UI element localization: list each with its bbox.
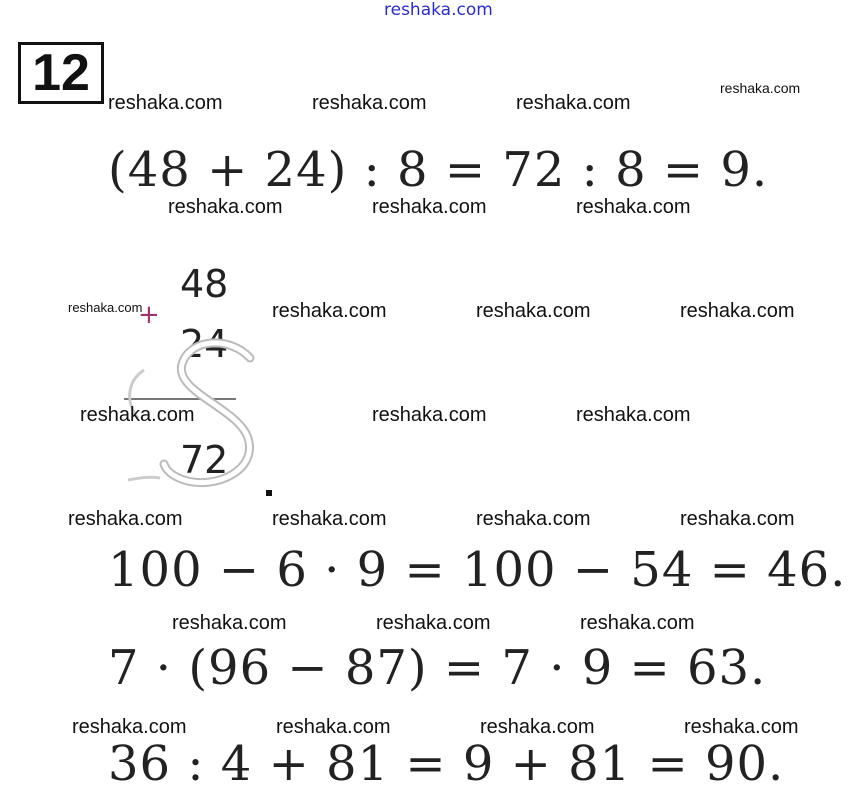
watermark: reshaka.com (684, 716, 799, 738)
watermark: reshaka.com (372, 196, 487, 218)
watermark: reshaka.com (172, 612, 287, 634)
equation-3: 7 · (96 − 87) = 7 · 9 = 63. (108, 640, 767, 696)
watermark: reshaka.com (576, 196, 691, 218)
watermark: reshaka.com (168, 196, 283, 218)
watermark: reshaka.com (680, 508, 795, 530)
watermark: reshaka.com (72, 716, 187, 738)
watermark: reshaka.com (68, 300, 143, 315)
equation-4: 36 : 4 + 81 = 9 + 81 = 90. (108, 736, 785, 792)
watermark: reshaka.com (480, 716, 595, 738)
plus-sign: + (138, 300, 160, 330)
equation-1: (48 + 24) : 8 = 72 : 8 = 9. (108, 142, 769, 198)
column-addend-bottom: 24 (180, 322, 229, 366)
task-number: 12 (18, 42, 104, 104)
watermark: reshaka.com (476, 508, 591, 530)
watermark: reshaka.com (680, 300, 795, 322)
watermark: reshaka.com (272, 300, 387, 322)
watermark: reshaka.com (272, 508, 387, 530)
watermark: reshaka.com (720, 80, 801, 96)
watermark: reshaka.com (80, 404, 195, 426)
equation-2: 100 − 6 · 9 = 100 − 54 = 46. (108, 542, 847, 598)
watermark: reshaka.com (580, 612, 695, 634)
watermark: reshaka.com (576, 404, 691, 426)
site-link[interactable]: reshaka.com (384, 0, 493, 20)
column-addend-top: 48 (180, 262, 229, 306)
period-dot (266, 490, 272, 496)
watermark: reshaka.com (276, 716, 391, 738)
watermark: reshaka.com (516, 92, 631, 114)
watermark: reshaka.com (68, 508, 183, 530)
watermark: reshaka.com (476, 300, 591, 322)
watermark: reshaka.com (108, 92, 223, 114)
watermark: reshaka.com (372, 404, 487, 426)
column-sum: 72 (180, 438, 229, 482)
watermark: reshaka.com (312, 92, 427, 114)
watermark: reshaka.com (376, 612, 491, 634)
